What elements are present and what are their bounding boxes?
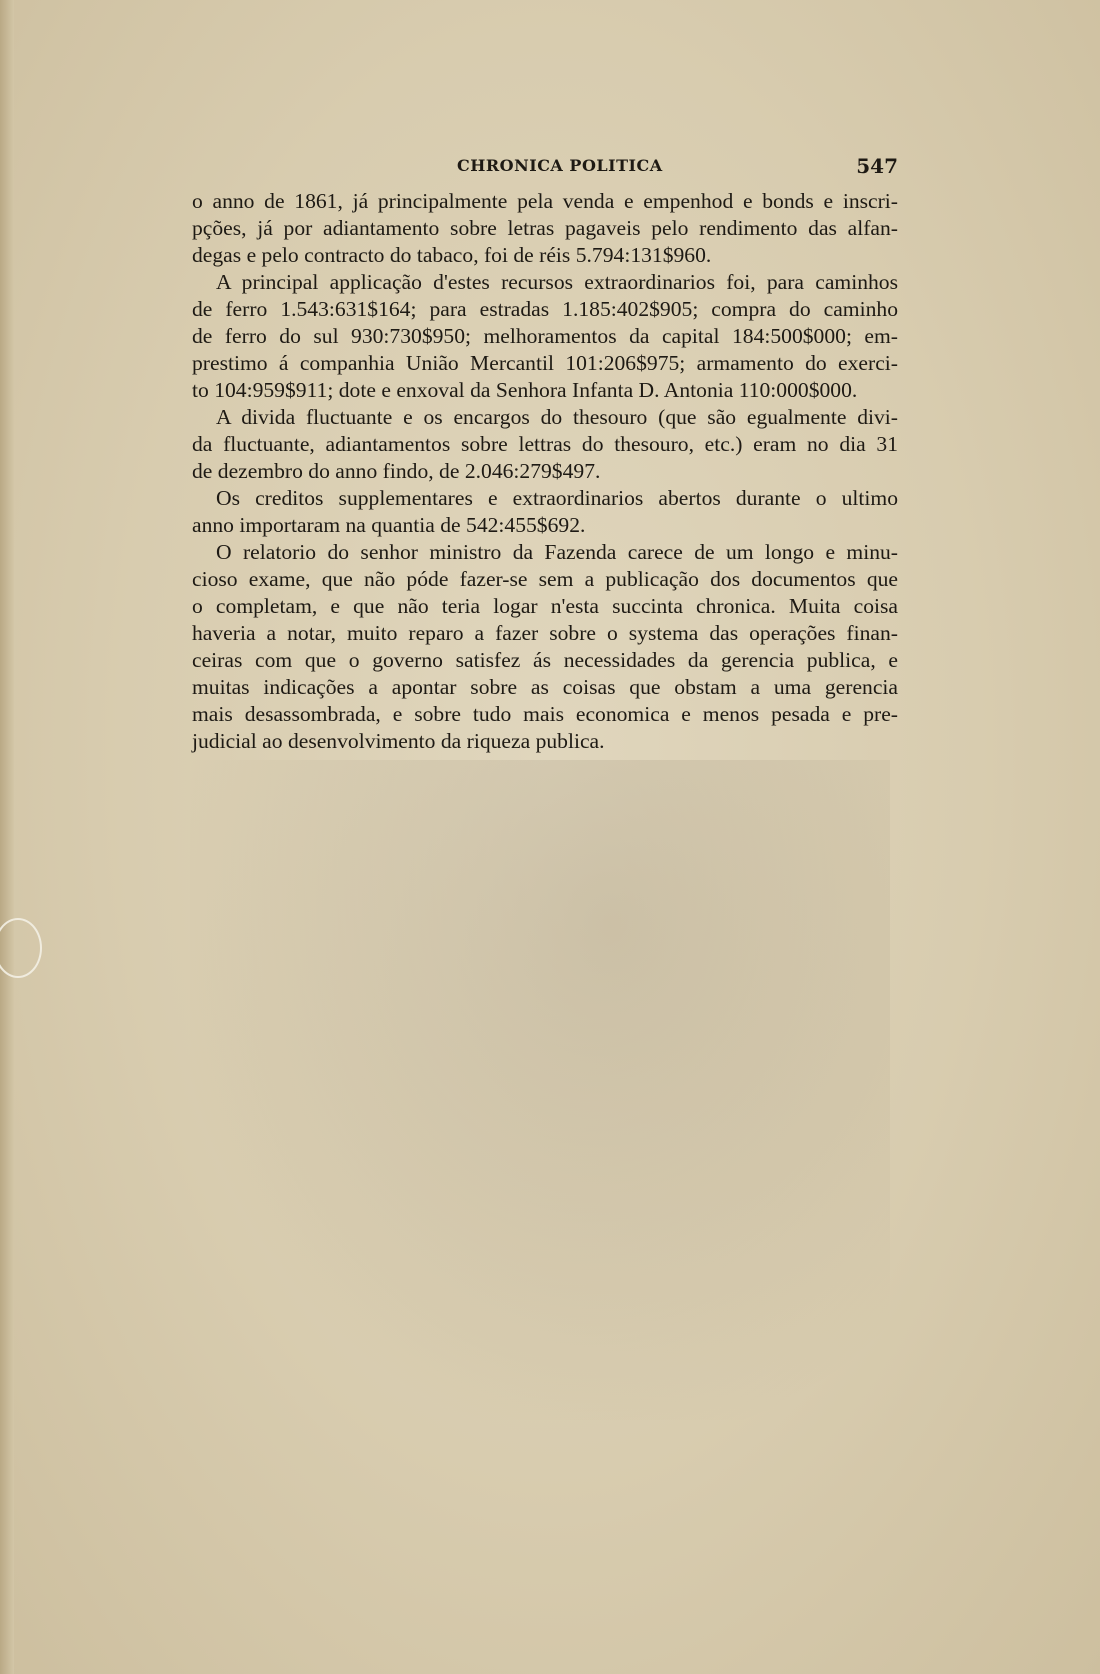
text-line: anno importaram na quantia de 542:455$692. <box>192 513 586 537</box>
show-through-stain <box>190 760 890 1420</box>
binding-thread-loop <box>0 918 42 978</box>
text-line: judicial ao desenvolvimento da riqueza publica. <box>192 729 605 753</box>
text-line: haveria a notar, muito reparo a fazer sobre o systema das operações finan- <box>192 621 898 645</box>
text-line: O relatorio do senhor ministro da Fazenda carece de um longo e minu- <box>216 540 898 564</box>
text-line: A divida fluctuante e os encargos do thesouro (que são egualmente divi- <box>216 405 898 429</box>
text-line: muitas indicações a apontar sobre as coisas que obstam a uma gerencia <box>192 675 898 699</box>
running-header <box>192 154 898 180</box>
text-line: ceiras com que o governo satisfez ás necessidades da gerencia publica, e <box>192 648 898 672</box>
body-text <box>192 188 898 755</box>
text-line: A principal applicação d'estes recursos extraordinarios foi, para caminhos <box>216 270 898 294</box>
text-line: cioso exame, que não póde fazer-se sem a publicação dos documentos que <box>192 567 898 591</box>
text-line: pções, já por adiantamento sobre letras pagaveis pelo rendimento das alfan- <box>192 216 898 240</box>
text-line: de ferro do sul 930:730$950; melhoramentos da capital 184:500$000; em- <box>192 324 898 348</box>
text-line: Os creditos supplementares e extraordinarios abertos durante o ultimo <box>216 486 898 510</box>
text-line: degas e pelo contracto do tabaco, foi de réis 5.794:131$960. <box>192 243 712 267</box>
page-number: 547 <box>856 154 898 178</box>
text-line: da fluctuante, adiantamentos sobre lettras do thesouro, etc.) eram no dia 31 <box>192 432 898 456</box>
text-line: o anno de 1861, já principalmente pela venda e empenhod e bonds e inscri- <box>192 189 898 213</box>
text-line: de dezembro do anno findo, de 2.046:279$497. <box>192 459 601 483</box>
text-line: prestimo á companhia União Mercantil 101:206$975; armamento do exerci- <box>192 351 898 375</box>
running-title: CHRONICA POLITICA <box>457 156 663 175</box>
text-line: o completam, e que não teria logar n'esta succinta chronica. Muita coisa <box>192 594 898 618</box>
text-line: de ferro 1.543:631$164; para estradas 1.185:402$905; compra do caminho <box>192 297 898 321</box>
page-edge-shadow <box>0 0 14 1674</box>
text-line: mais desassombrada, e sobre tudo mais economica e menos pesada e pre- <box>192 702 898 726</box>
text-line: to 104:959$911; dote e enxoval da Senhora Infanta D. Antonia 110:000$000. <box>192 378 858 402</box>
